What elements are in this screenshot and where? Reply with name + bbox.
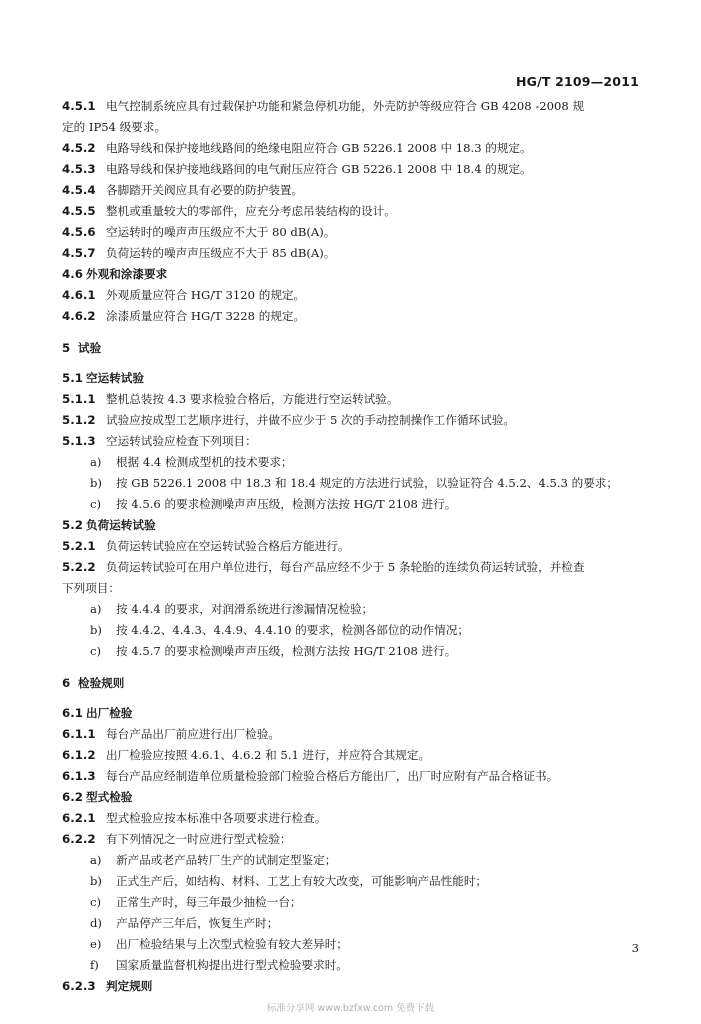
list-item [62,850,640,871]
clause-line [62,536,640,557]
clause-text: 每台产品应经制造单位质量检验部门检验合格后方能出厂，出厂时应附有产品合格证书。 [106,769,559,783]
clause-line [62,389,640,410]
clause-text: 每台产品出厂前应进行出厂检验。 [106,727,280,741]
item-label: a) [90,602,102,616]
clause-text: 负荷运转的噪声声压级应不大于 85 dB(A)。 [106,246,336,260]
clause-line [62,117,640,138]
section-heading [62,264,640,285]
clause-number: 5 [62,341,71,355]
clause-text: 电路导线和保护接地线路间的电气耐压应符合 GB 5226.1 2008 中 18.4 的规定。 [106,162,532,176]
clause-number: 6.2 [62,790,83,804]
clause-text: 整机总装按 4.3 要求检验合格后，方能进行空运转试验。 [106,392,399,406]
doc-header: HG/T 2109—2011 [515,74,639,89]
clause-text: 负荷运转试验可在用户单位进行，每台产品应经不少于 5 条轮胎的连续负荷运转试验，并检查 [106,560,585,574]
item-label: d) [90,916,102,930]
clause-text: 试验应按成型工艺顺序进行，并做不应少于 5 次的手动控制操作工作循环试验。 [106,413,515,427]
clause-text: 正式生产后，如结构、材料、工艺上有较大改变，可能影响产品性能时； [116,874,488,888]
clause-number: 5.2.1 [62,539,96,553]
clause-text: 空运转时的噪声声压级应不大于 80 dB(A)。 [106,225,336,239]
clause-number: 6.1.2 [62,748,96,762]
list-item [62,934,640,955]
clause-line [62,222,640,243]
clause-text: 产品停产三年后，恢复生产时； [116,916,279,930]
clause-number: 6.2.1 [62,811,96,825]
clause-line [62,431,640,452]
clause-text: 按 4.4.4 的要求，对润滑系统进行渗漏情况检验； [116,602,374,616]
clause-line [62,745,640,766]
item-label: c) [90,895,102,909]
clause-number: 4.6.2 [62,309,96,323]
clause-text: 空运转试验 [86,371,144,385]
clause-number: 6.1 [62,706,83,720]
clause-number: 4.6.1 [62,288,96,302]
clause-text: 外观和涂漆要求 [86,267,168,281]
clause-text: 按 4.4.2、4.4.3、4.4.9、4.4.10 的要求，检测各部位的动作情况； [116,623,470,637]
list-item [62,452,640,473]
clause-number: 6 [62,676,71,690]
clause-text: 国家质量监督机构提出进行型式检验要求时。 [116,958,348,972]
clause-text: 按 GB 5226.1 2008 中 18.3 和 18.4 规定的方法进行试验，以验证符合 4.5.2、4.5.3 的要求； [116,476,618,490]
item-label: c) [90,644,102,658]
section-heading [62,515,640,536]
clause-line [62,306,640,327]
clause-text: 试验 [78,341,102,355]
clause-number: 6.2.2 [62,832,96,846]
list-item [62,599,640,620]
clause-number: 5.1.2 [62,413,96,427]
section-heading [62,673,640,694]
clause-line [62,243,640,264]
clause-number: 5.1 [62,371,83,385]
section-heading [62,787,640,808]
clause-number: 6.1.1 [62,727,96,741]
clause-number: 4.5.3 [62,162,96,176]
clause-number: 4.5.7 [62,246,96,260]
list-item [62,641,640,662]
clause-text: 有下列情况之一时应进行型式检验： [106,832,292,846]
list-item [62,620,640,641]
clause-text: 负荷运转试验应在空运转试验合格后方能进行。 [106,539,350,553]
clause-text: 电路导线和保护接地线路间的绝缘电阻应符合 GB 5226.1 2008 中 18.3 的规定。 [106,141,532,155]
clause-text: 外观质量应符合 HG/T 3120 的规定。 [106,288,306,302]
clause-text: 正常生产时，每三年最少抽检一台； [116,895,302,909]
clause-text: 空运转试验应检查下列项目： [106,434,257,448]
clause-number: 5.2 [62,518,83,532]
clause-number: 4.5.5 [62,204,96,218]
clause-line [62,578,640,599]
clause-line [62,138,640,159]
clause-text: 负荷运转试验 [86,518,156,532]
clause-line [62,201,640,222]
item-label: f) [90,958,99,972]
clause-text: 下列项目： [62,581,120,595]
document-body [62,96,640,997]
clause-text: 检验规则 [78,676,125,690]
clause-line [62,180,640,201]
clause-line [62,829,640,850]
item-label: e) [90,937,102,951]
clause-text: 出厂检验 [86,706,133,720]
clause-text: 各脚踏开关阀应具有必要的防护装置。 [106,183,304,197]
page-number: 3 [631,941,639,955]
clause-text: 判定规则 [106,979,153,993]
clause-number: 4.5.4 [62,183,96,197]
clause-line [62,766,640,787]
clause-number: 4.5.2 [62,141,96,155]
clause-text: 根据 4.4 检测成型机的技术要求； [116,455,293,469]
clause-text: 按 4.5.6 的要求检测噪声声压级，检测方法按 HG/T 2108 进行。 [116,497,457,511]
list-item [62,494,640,515]
clause-line [62,808,640,829]
clause-text: 按 4.5.7 的要求检测噪声声压级，检测方法按 HG/T 2108 进行。 [116,644,457,658]
clause-line [62,285,640,306]
clause-text: 出厂检验结果与上次型式检验有较大差异时； [116,937,348,951]
section-heading [62,703,640,724]
section-heading [62,338,640,359]
clause-text: 整机或重量较大的零部件，应充分考虑吊装结构的设计。 [106,204,396,218]
clause-text: 出厂检验应按照 4.6.1、4.6.2 和 5.1 进行，并应符合其规定。 [106,748,431,762]
clause-line [62,557,640,578]
clause-text: 定的 IP54 级要求。 [62,120,167,134]
section-heading [62,368,640,389]
clause-number: 4.5.6 [62,225,96,239]
item-label: a) [90,853,102,867]
item-label: a) [90,455,102,469]
clause-number: 5.1.1 [62,392,96,406]
list-item [62,892,640,913]
clause-line [62,159,640,180]
item-label: c) [90,497,102,511]
clause-text: 电气控制系统应具有过载保护功能和紧急停机功能，外壳防护等级应符合 GB 4208 -2008 规 [106,99,585,113]
clause-line [62,410,640,431]
clause-text: 新产品或老产品转厂生产的试制定型鉴定； [116,853,337,867]
list-item [62,955,640,976]
item-label: b) [90,623,102,637]
clause-number: 4.6 [62,267,83,281]
clause-number: 6.1.3 [62,769,96,783]
clause-line [62,96,640,117]
section-heading [62,976,640,997]
list-item [62,473,640,494]
clause-text: 型式检验应按本标准中各项要求进行检查。 [106,811,327,825]
list-item [62,913,640,934]
list-item [62,871,640,892]
clause-line [62,724,640,745]
item-label: b) [90,476,102,490]
clause-number: 4.5.1 [62,99,96,113]
footer-watermark: 标准分享网 www.bzfxw.com 免费下载 [266,1003,435,1014]
clause-number: 6.2.3 [62,979,96,993]
clause-text: 型式检验 [86,790,133,804]
clause-number: 5.1.3 [62,434,96,448]
clause-text: 涂漆质量应符合 HG/T 3228 的规定。 [106,309,306,323]
item-label: b) [90,874,102,888]
clause-number: 5.2.2 [62,560,96,574]
